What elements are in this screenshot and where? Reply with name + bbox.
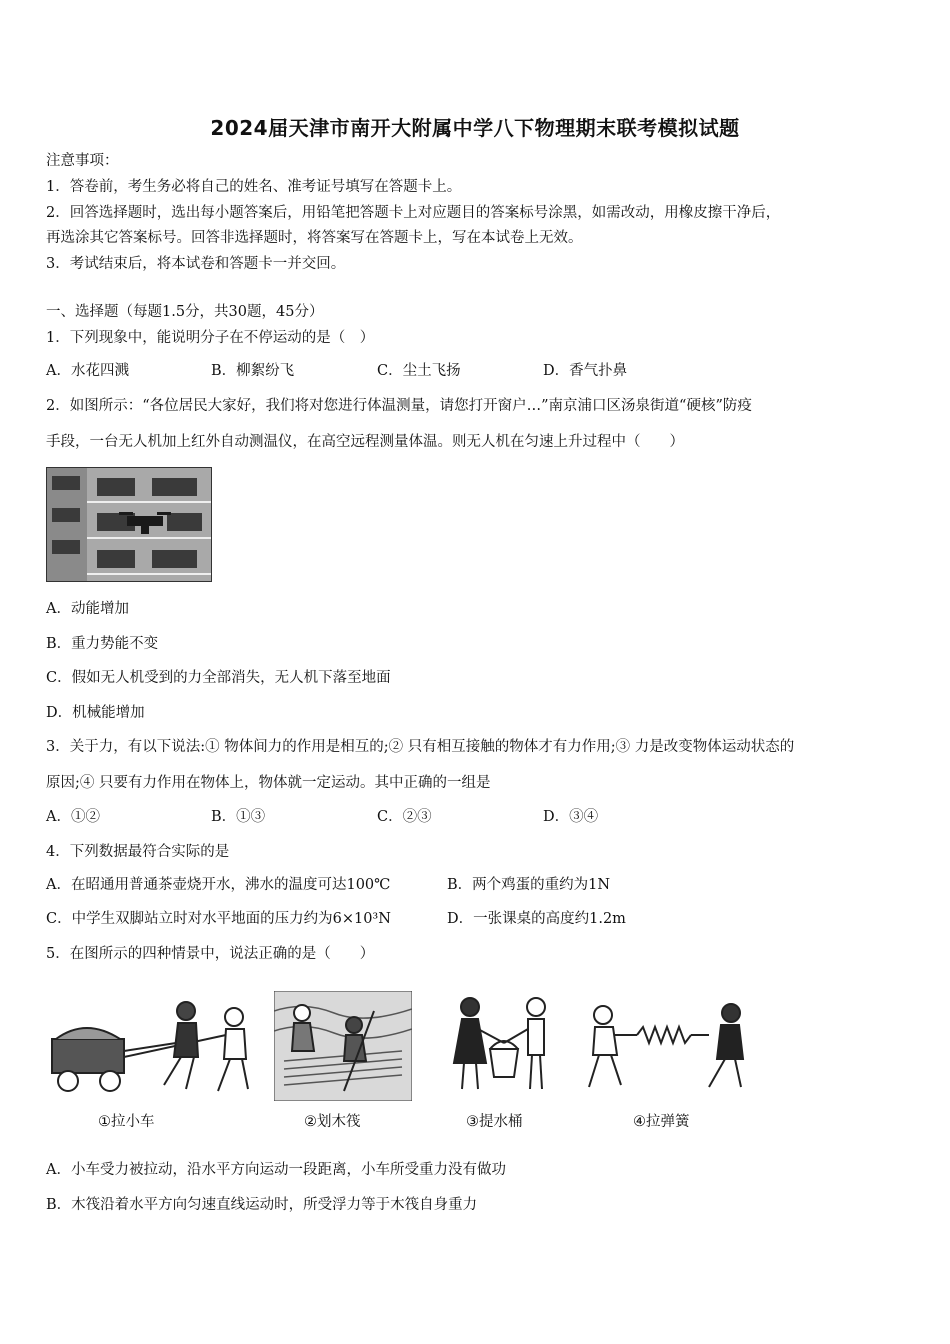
q3-option-a: A．①② — [46, 809, 100, 825]
q1-option-a: A．水花四溅 — [46, 363, 129, 379]
question-3-stem: 3．关于力，有以下说法:① 物体间力的作用是相互的;② 只有相互接触的物体才有力作用;③ 力是改变物体运动状态的 — [46, 739, 795, 755]
notice-item: 2．回答选择题时，选出每小题答案后，用铅笔把答题卡上对应题目的答案标号涂黑，如需改动，用橡皮擦干净后， — [46, 205, 781, 221]
caption-pull-spring: ④拉弹簧 — [633, 1114, 690, 1130]
q2-option-c: C．假如无人机受到的力全部消失，无人机下落至地面 — [46, 670, 391, 686]
caption-pull-cart: ①拉小车 — [98, 1114, 155, 1130]
drone-building-photo — [46, 467, 212, 582]
q4-option-d: D．一张课桌的高度约1.2m — [447, 911, 626, 927]
q2-option-b: B．重力势能不变 — [46, 636, 159, 652]
question-2-stem: 2．如图所示：“各位居民大家好，我们将对您进行体温测量，请您打开窗户…”南京浦口区汤泉街道“硬核”防疫 — [46, 398, 752, 414]
q2-option-a: A．动能增加 — [46, 601, 129, 617]
question-2-stem-cont: 手段，一台无人机加上红外自动测温仪，在高空远程测量体温。则无人机在匀速上升过程中（ ） — [46, 434, 684, 450]
q3-option-b: B．①③ — [211, 809, 266, 825]
caption-rowing-raft: ②划木筏 — [304, 1114, 361, 1130]
section-heading: 一、选择题（每题1.5分，共30题，45分） — [46, 304, 324, 320]
q1-option-b: B．柳絮纷飞 — [211, 363, 295, 379]
page-title: 2024届天津市南开大附属中学八下物理期末联考模拟试题 — [210, 116, 740, 140]
notice-item: 3．考试结束后，将本试卷和答题卡一并交回。 — [46, 256, 346, 272]
q5-option-b: B．木筏沿着水平方向匀速直线运动时，所受浮力等于木筏自身重力 — [46, 1197, 478, 1213]
q4-option-a: A．在昭通用普通茶壶烧开水，沸水的温度可达100℃ — [46, 877, 391, 893]
notice-item: 1．答卷前，考生务必将自己的姓名、准考证号填写在答题卡上。 — [46, 179, 462, 195]
q3-option-c: C．②③ — [377, 809, 432, 825]
q5-option-a: A．小车受力被拉动，沿水平方向运动一段距离，小车所受重力没有做功 — [46, 1162, 506, 1178]
notice-heading: 注意事项： — [46, 153, 119, 169]
question-3-stem-cont: 原因;④ 只要有力作用在物体上，物体就一定运动。其中正确的一组是 — [46, 775, 491, 791]
q2-option-d: D．机械能增加 — [46, 705, 145, 721]
drone-building-illustration — [47, 468, 211, 581]
scene-carry-bucket-illustration — [432, 993, 572, 1093]
q1-option-d: D．香气扑鼻 — [543, 363, 628, 379]
q4-option-b: B．两个鸡蛋的重约为1N — [447, 877, 611, 893]
caption-carry-bucket: ③提水桶 — [466, 1114, 523, 1130]
q3-option-d: D．③④ — [543, 809, 599, 825]
question-1-stem: 1．下列现象中，能说明分子在不停运动的是（ ） — [46, 330, 375, 346]
scene-rowing-raft-illustration — [274, 991, 412, 1101]
notice-item: 再选涂其它答案标号。回答非选择题时，将答案写在答题卡上，写在本试卷上无效。 — [46, 230, 583, 246]
scene-pull-cart-illustration — [46, 993, 256, 1101]
q1-option-c: C．尘土飞扬 — [377, 363, 461, 379]
q4-option-c: C．中学生双脚站立时对水平地面的压力约为6×10³N — [46, 911, 391, 927]
scene-pull-spring-illustration — [581, 993, 749, 1093]
question-5-stem: 5．在图所示的四种情景中，说法正确的是（ ） — [46, 946, 375, 962]
question-4-stem: 4．下列数据最符合实际的是 — [46, 844, 230, 860]
